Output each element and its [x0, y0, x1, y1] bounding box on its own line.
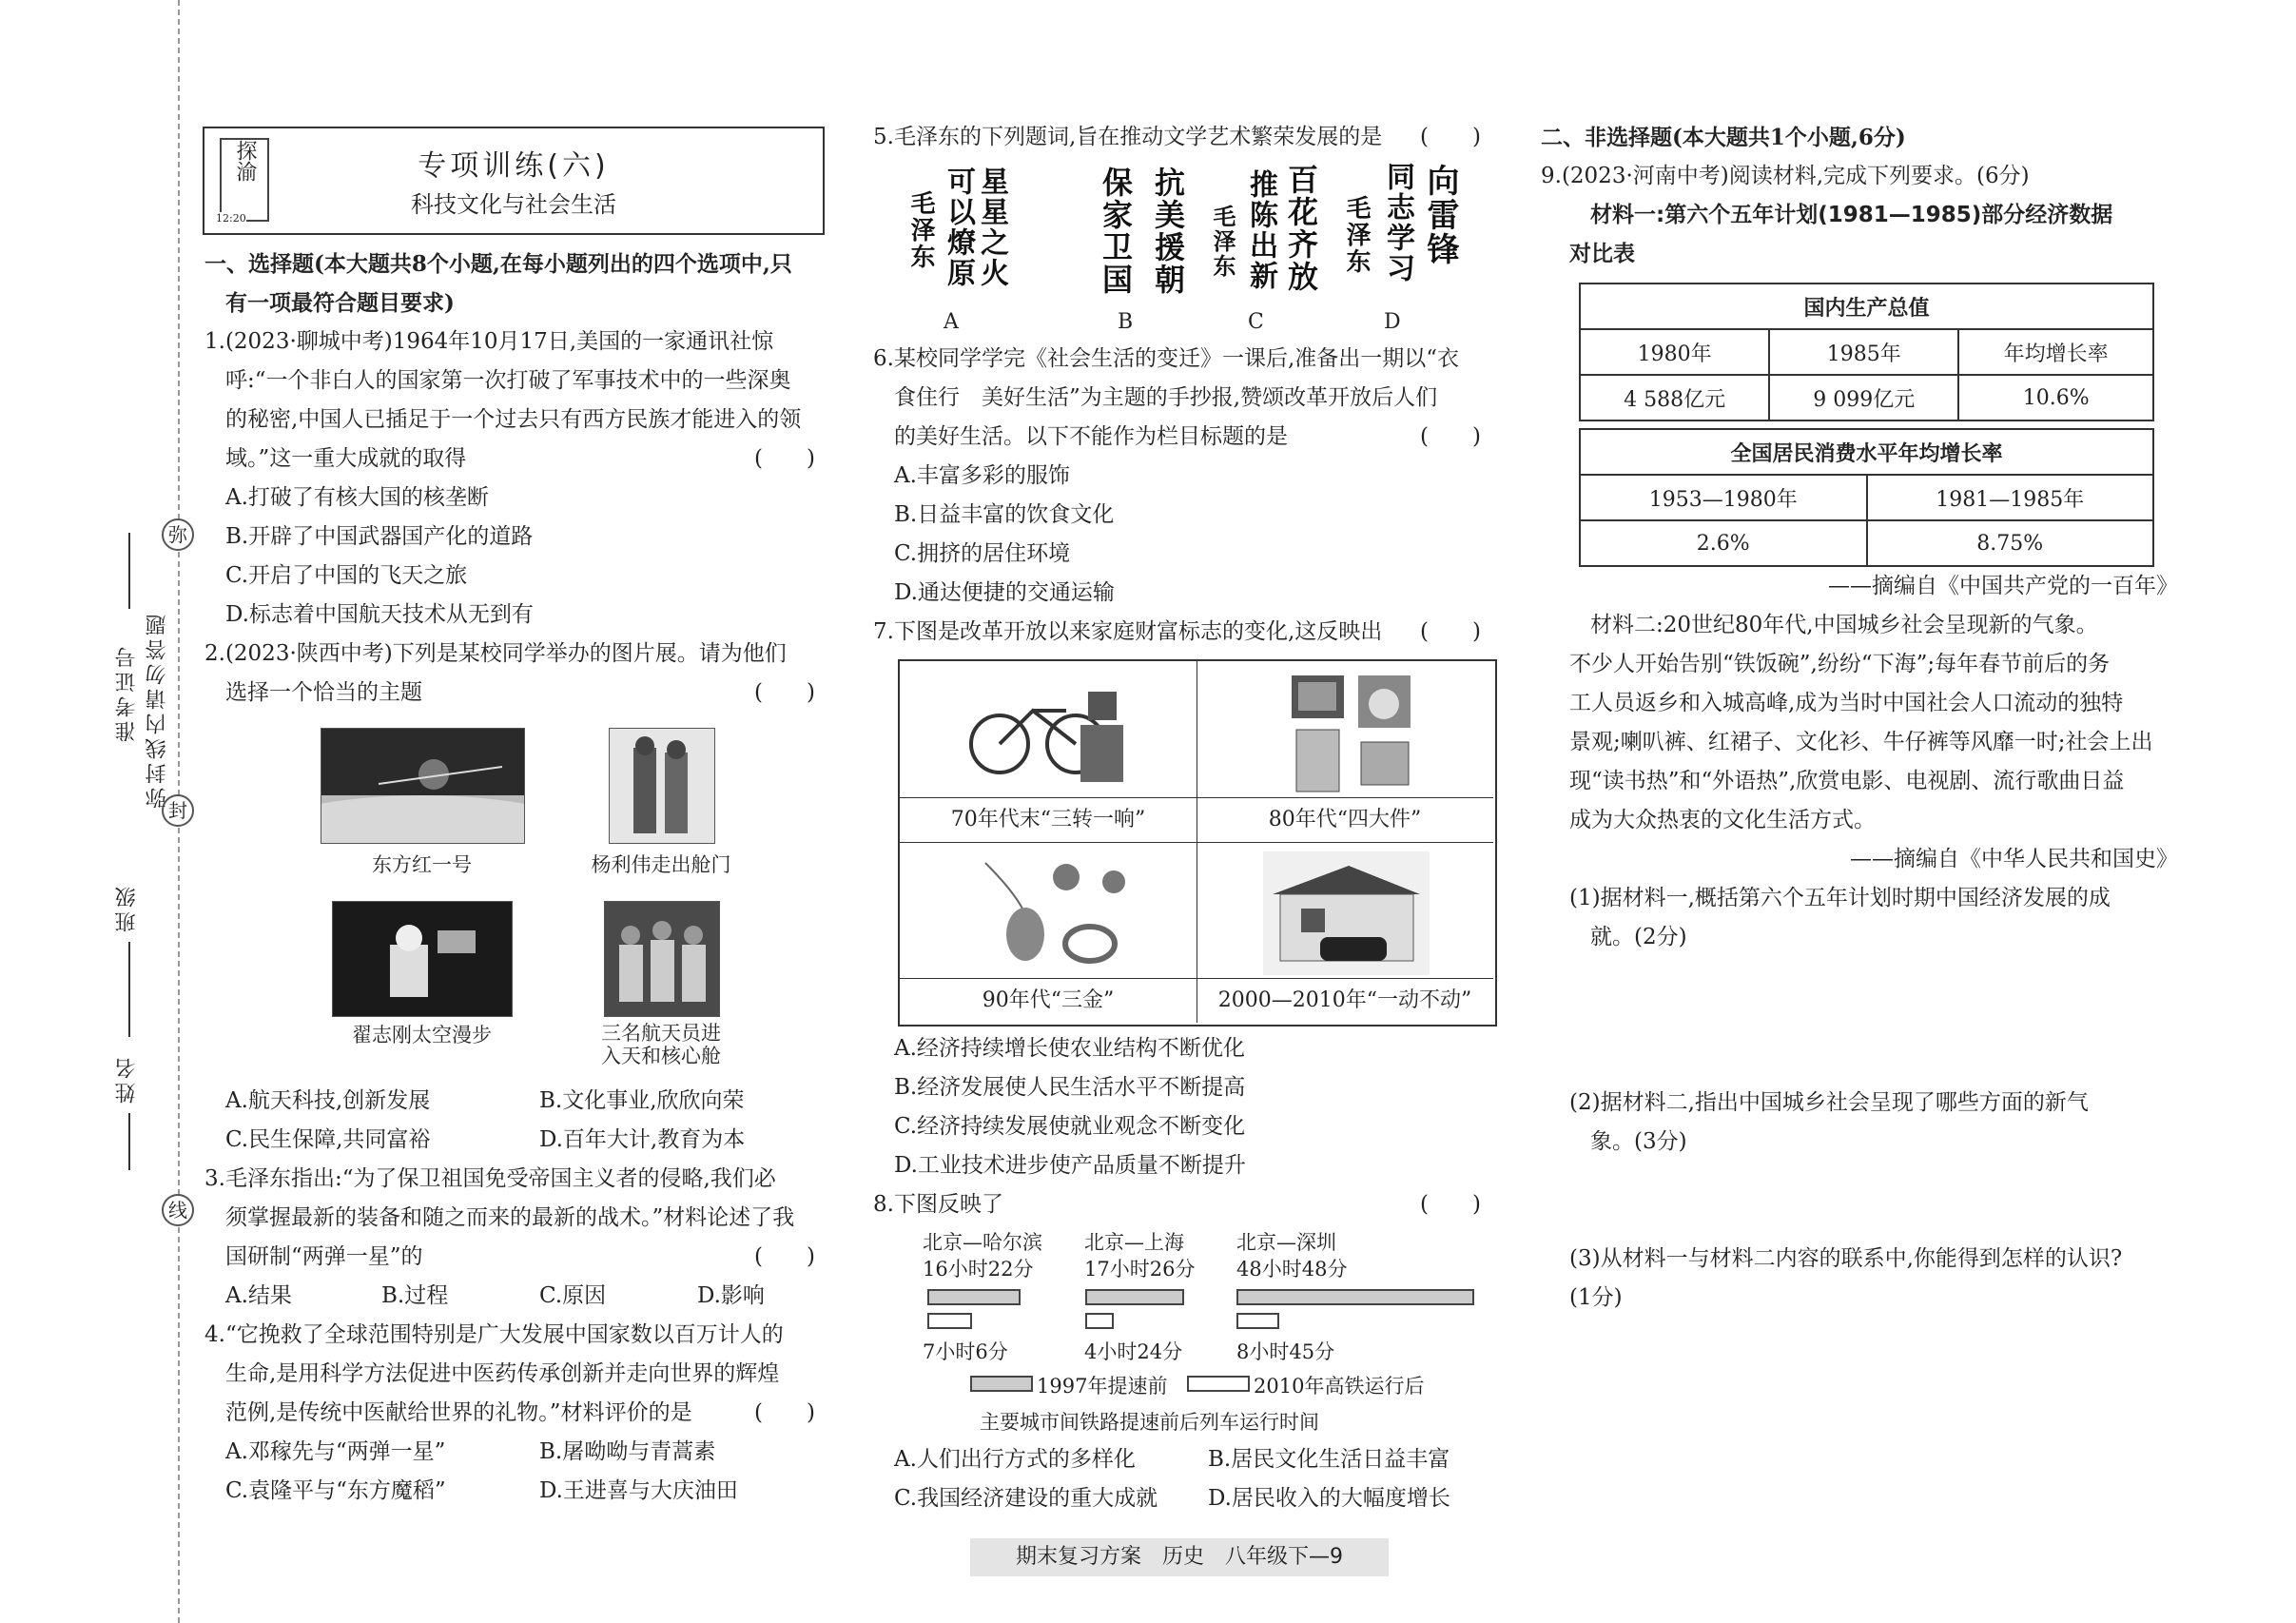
table-col: 1980年	[1580, 329, 1769, 375]
seal-char-mi: 弥	[162, 518, 194, 551]
option-b: B.日益丰富的饮食文化	[894, 502, 1115, 527]
subquestion-3-line: (3)从材料一与材料二内容的联系中,你能得到怎样的认识?	[1569, 1246, 2123, 1271]
field-class: 班级	[115, 883, 139, 932]
grid-cell-label: 90年代“三金”	[900, 978, 1197, 1023]
calligraphy-col: 毛泽东	[1209, 205, 1236, 279]
option-d: D.标志着中国航天技术从无到有	[225, 602, 534, 627]
subquestion-1-line: 就。(2分)	[1590, 925, 1687, 949]
table-col: 1981—1985年	[1867, 475, 2154, 520]
answer-bracket[interactable]: ( )	[754, 446, 815, 471]
bar-after	[927, 1313, 972, 1329]
middle-column-q6	[873, 340, 1501, 652]
option-a: A.邓稼先与“两弹一星”	[225, 1439, 446, 1464]
option-b: B.文化事业,欣欣向荣	[539, 1088, 745, 1113]
bar-before	[927, 1289, 1021, 1305]
question-6-line: 食住行 美好生活”为主题的手抄报,赞颂改革开放后人们	[894, 385, 1438, 410]
calligraphy-col: 可以燎原	[942, 166, 975, 288]
legend-swatch-after	[1187, 1376, 1250, 1392]
left-column-lower	[204, 1082, 832, 1511]
material-2-line: 景观;喇叭裤、红裙子、文化衫、牛仔裤等风靡一时;社会上出	[1569, 730, 2153, 754]
chart-caption: 主要城市间铁路提速前后列车运行时间	[980, 1411, 1319, 1434]
option-letter: B	[1118, 310, 1134, 334]
question-7-line: 7.下图是改革开放以来家庭财富标志的变化,这反映出	[873, 619, 1383, 644]
table-cell: 2.6%	[1580, 520, 1867, 566]
question-4-line: 4.“它挽救了全球范围特别是广大发展中国家数以百万计人的	[204, 1322, 784, 1347]
subquestion-2-line: 象。(3分)	[1590, 1129, 1687, 1154]
right-column-material-2	[1541, 567, 2188, 957]
route-label: 北京—深圳	[1236, 1231, 1336, 1254]
option-a: A.丰富多彩的服饰	[894, 463, 1070, 488]
material-2-line: 工人员返乡和入城高峰,成为当时中国社会人口流动的独特	[1569, 691, 2124, 715]
question-1-line: 呼:“一个非白人的国家第一次打破了军事技术中的一些深奥	[225, 368, 791, 393]
question-6-line: 6.某校同学学完《社会生活的变迁》一课后,准备出一期以“衣	[873, 346, 1460, 371]
grid-cell	[900, 661, 1197, 843]
answer-bracket[interactable]: ( )	[754, 1244, 815, 1269]
left-column	[204, 244, 832, 713]
calligraphy-col: 向雷锋	[1421, 164, 1459, 266]
photo-zhaizhigang	[332, 901, 513, 1017]
option-d: D.通达便捷的交通运输	[894, 580, 1115, 605]
appliances-icon	[1287, 671, 1420, 794]
question-3-line: 须掌握最新的装备和随之而来的最新的战术。”材料论述了我	[225, 1205, 795, 1230]
before-time-label: 16小时22分	[923, 1258, 1034, 1281]
subquestion-3-line: (1分)	[1569, 1285, 1623, 1310]
option-a: A.经济持续增长使农业结构不断优化	[894, 1036, 1245, 1061]
option-b: B.居民文化生活日益丰富	[1208, 1447, 1450, 1472]
legend-label: 1997年提速前	[1037, 1375, 1168, 1398]
option-a: A.结果	[225, 1283, 292, 1308]
middle-column-q8-options	[873, 1440, 1501, 1518]
photo-caption	[566, 1022, 756, 1067]
option-b: B.过程	[381, 1283, 449, 1308]
option-c: C.经济持续发展使就业观念不断变化	[894, 1114, 1246, 1139]
field-line	[128, 942, 130, 1037]
field-line	[128, 1113, 130, 1170]
section-title: 一、选择题(本大题共8个小题,在每小题列出的四个选项中,只	[204, 251, 792, 277]
question-2-line: 选择一个恰当的主题	[225, 680, 422, 705]
calligraphy-col: 毛泽东	[906, 190, 935, 270]
source-note: ——摘编自《中国共产党的一百年》	[1828, 574, 2178, 598]
option-b: B.经济发展使人民生活水平不断提高	[894, 1075, 1246, 1100]
calligraphy-col: 推陈出新	[1244, 169, 1277, 291]
option-letter: A	[944, 310, 959, 334]
question-4-line: 范例,是传统中医献给世界的礼物。”材料评价的是	[225, 1400, 692, 1425]
photo-caption: 翟志刚太空漫步	[352, 1024, 492, 1046]
legend-label: 2010年高铁运行后	[1254, 1375, 1425, 1398]
calligraphy-col: 同志学习	[1381, 162, 1414, 284]
table-header: 国内生产总值	[1580, 284, 2153, 329]
photo-caption: 东方红一号	[372, 853, 472, 876]
route-label: 北京—哈尔滨	[923, 1231, 1042, 1254]
gdp-table	[1579, 283, 2154, 421]
material-2-line: 不少人开始告别“铁饭碗”,纷纷“下海”;每年春节前后的务	[1569, 652, 2111, 676]
field-exam-number: 准考证号	[115, 643, 139, 742]
option-b: B.屠呦呦与青蒿素	[539, 1439, 716, 1464]
middle-column-q7-options	[873, 1029, 1501, 1224]
question-4-line: 生命,是用科学方法促进中医药传承创新并走向世界的辉煌	[225, 1361, 780, 1386]
grid-cell-label: 2000—2010年“一动不动”	[1197, 978, 1493, 1023]
route-label: 北京—上海	[1084, 1231, 1184, 1254]
section-title-cont: 有一项最符合题目要求)	[225, 290, 455, 316]
option-a: A.打破了有核大国的核垄断	[225, 485, 489, 510]
logo-text: 探渝	[233, 140, 257, 182]
bar-after	[1236, 1313, 1279, 1329]
question-3-line: 国研制“两弹一星”的	[225, 1244, 423, 1269]
table-cell: 9 099亿元	[1769, 375, 1958, 420]
question-9-line: 9.(2023·河南中考)阅读材料,完成下列要求。(6分)	[1541, 164, 2030, 188]
option-c: C.我国经济建设的重大成就	[894, 1486, 1158, 1511]
option-c: C.开启了中国的飞天之旅	[225, 563, 468, 588]
after-time-label: 4小时24分	[1084, 1340, 1183, 1363]
option-c: C.拥挤的居住环境	[894, 541, 1071, 566]
answer-area-1[interactable]	[1541, 970, 2188, 1075]
option-d: D.居民收入的大幅度增长	[1208, 1486, 1450, 1511]
answer-bracket[interactable]: ( )	[1420, 1192, 1481, 1217]
option-c: C.原因	[539, 1283, 607, 1308]
question-6-line: 的美好生活。以下不能作为栏目标题的是	[894, 424, 1288, 449]
option-b: B.开辟了中国武器国产化的道路	[225, 524, 534, 549]
right-column-sq3	[1541, 1240, 2188, 1318]
option-d: D.影响	[697, 1283, 765, 1308]
bar-before	[1085, 1289, 1184, 1305]
page-title: 专项训练(六)	[418, 149, 610, 183]
option-d: D.王进喜与大庆油田	[539, 1478, 738, 1503]
middle-column	[873, 118, 1501, 157]
table-header: 全国居民消费水平年均增长率	[1580, 429, 2153, 475]
after-time-label: 8小时45分	[1236, 1340, 1335, 1363]
before-time-label: 17小时26分	[1084, 1258, 1196, 1281]
photo-tianhe	[604, 901, 720, 1017]
material-2-line: 现“读书热”和“外语热”,欣赏电影、电视剧、流行歌曲日益	[1569, 769, 2125, 793]
seal-char-feng: 封	[162, 794, 194, 827]
subquestion-2-line: (2)据材料二,指出中国城乡社会呈现了哪些方面的新气	[1569, 1090, 2089, 1115]
material-2-line: 材料二:20世纪80年代,中国城乡社会呈现新的气象。	[1590, 613, 2098, 637]
table-col: 1953—1980年	[1580, 475, 1867, 520]
answer-bracket[interactable]: ( )	[1420, 424, 1481, 449]
legend-swatch-before	[970, 1376, 1033, 1392]
field-line	[128, 533, 130, 609]
option-letter: C	[1248, 310, 1264, 334]
option-a: A.航天科技,创新发展	[225, 1088, 431, 1113]
jewelry-icon	[957, 853, 1138, 972]
consumption-table	[1579, 428, 2154, 567]
grid-cell	[1197, 842, 1493, 1023]
photo-caption-line: 入天和核心舱	[601, 1045, 721, 1067]
question-1-line: 1.(2023·聊城中考)1964年10月17日,美国的一家通讯社惊	[204, 329, 774, 354]
source-note: ——摘编自《中华人民共和国史》	[1850, 847, 2178, 871]
table-cell: 8.75%	[1867, 520, 2154, 566]
table-col: 1985年	[1769, 329, 1958, 375]
table-col: 年均增长率	[1958, 329, 2153, 375]
option-d: D.百年大计,教育为本	[539, 1127, 746, 1152]
bicycle-icon	[966, 673, 1128, 792]
option-letter: D	[1384, 310, 1401, 334]
no-answer-note: 弥封线内请勿答题	[146, 611, 169, 809]
page-footer: 期末复习方案 历史 八年级下—9	[970, 1538, 1389, 1576]
photo-dongfanghong	[321, 728, 525, 844]
calligraphy-col: 保家卫国	[1098, 166, 1134, 296]
question-8-line: 8.下图反映了	[873, 1192, 1003, 1217]
option-d: D.工业技术进步使产品质量不断提升	[894, 1153, 1246, 1178]
calligraphy-col: 星星之火	[975, 166, 1008, 288]
grid-cell	[900, 842, 1197, 1023]
table-cell: 4 588亿元	[1580, 375, 1769, 420]
answer-bracket[interactable]: ( )	[1420, 125, 1481, 149]
section-header	[203, 127, 825, 235]
grid-cell-label: 80年代“四大件”	[1197, 797, 1493, 842]
question-5-line: 5.毛泽东的下列题词,旨在推动文学艺术繁荣发展的是	[873, 125, 1383, 149]
field-name: 姓名	[115, 1054, 139, 1104]
answer-bracket[interactable]: ( )	[754, 680, 815, 705]
calligraphy-col: 抗美援朝	[1150, 166, 1186, 296]
calligraphy-col: 毛泽东	[1342, 195, 1371, 275]
question-3-line: 3.毛泽东指出:“为了保卫祖国免受帝国主义者的侵略,我们必	[204, 1166, 776, 1191]
right-column	[1541, 118, 2188, 274]
answer-bracket[interactable]: ( )	[754, 1400, 815, 1425]
subquestion-1-line: (1)据材料一,概括第六个五年计划时期中国经济发展的成	[1569, 886, 2111, 910]
material-2-line: 成为大众热衷的文化生活方式。	[1569, 808, 1876, 832]
calligraphy-col: 百花齐放	[1283, 164, 1319, 293]
house-car-icon	[1263, 851, 1430, 975]
option-c: C.袁隆平与“东方魔稻”	[225, 1478, 446, 1503]
before-time-label: 48小时48分	[1236, 1258, 1348, 1281]
answer-area-3[interactable]	[1541, 1322, 2188, 1513]
right-column-sq2	[1541, 1084, 2188, 1162]
option-c: C.民生保障,共同富裕	[225, 1127, 431, 1152]
after-time-label: 7小时6分	[923, 1340, 1008, 1363]
table-cell: 10.6%	[1958, 375, 2153, 420]
photo-caption-line: 三名航天员进	[601, 1022, 721, 1045]
grid-cell-label: 70年代末“三转一响”	[900, 797, 1197, 842]
answer-area-2[interactable]	[1541, 1165, 2188, 1237]
grid-cell	[1197, 661, 1493, 843]
answer-bracket[interactable]: ( )	[1420, 619, 1481, 644]
page-subtitle: 科技文化与社会生活	[411, 191, 616, 218]
option-a: A.人们出行方式的多样化	[894, 1447, 1136, 1472]
question-1-line: 的秘密,中国人已插足于一个过去只有西方民族才能进入的领	[225, 407, 802, 432]
seal-char-xian: 线	[162, 1194, 194, 1226]
material-1-title: 材料一:第六个五年计划(1981—1985)部分经济数据	[1590, 203, 2113, 227]
question-2-line: 2.(2023·陕西中考)下列是某校同学举办的图片展。请为他们	[204, 641, 787, 666]
photo-caption: 杨利伟走出舱门	[591, 853, 731, 876]
question-1-line: 域。”这一重大成就的取得	[225, 446, 467, 471]
logo-small-text: 12:20	[216, 212, 246, 225]
wealth-symbols-grid	[898, 659, 1497, 1027]
photo-yangliwei	[609, 728, 715, 844]
section-title: 二、非选择题(本大题共1个小题,6分)	[1541, 125, 1906, 150]
bar-before	[1236, 1289, 1474, 1305]
bar-after	[1085, 1313, 1114, 1329]
material-1-title-cont: 对比表	[1569, 242, 1635, 266]
